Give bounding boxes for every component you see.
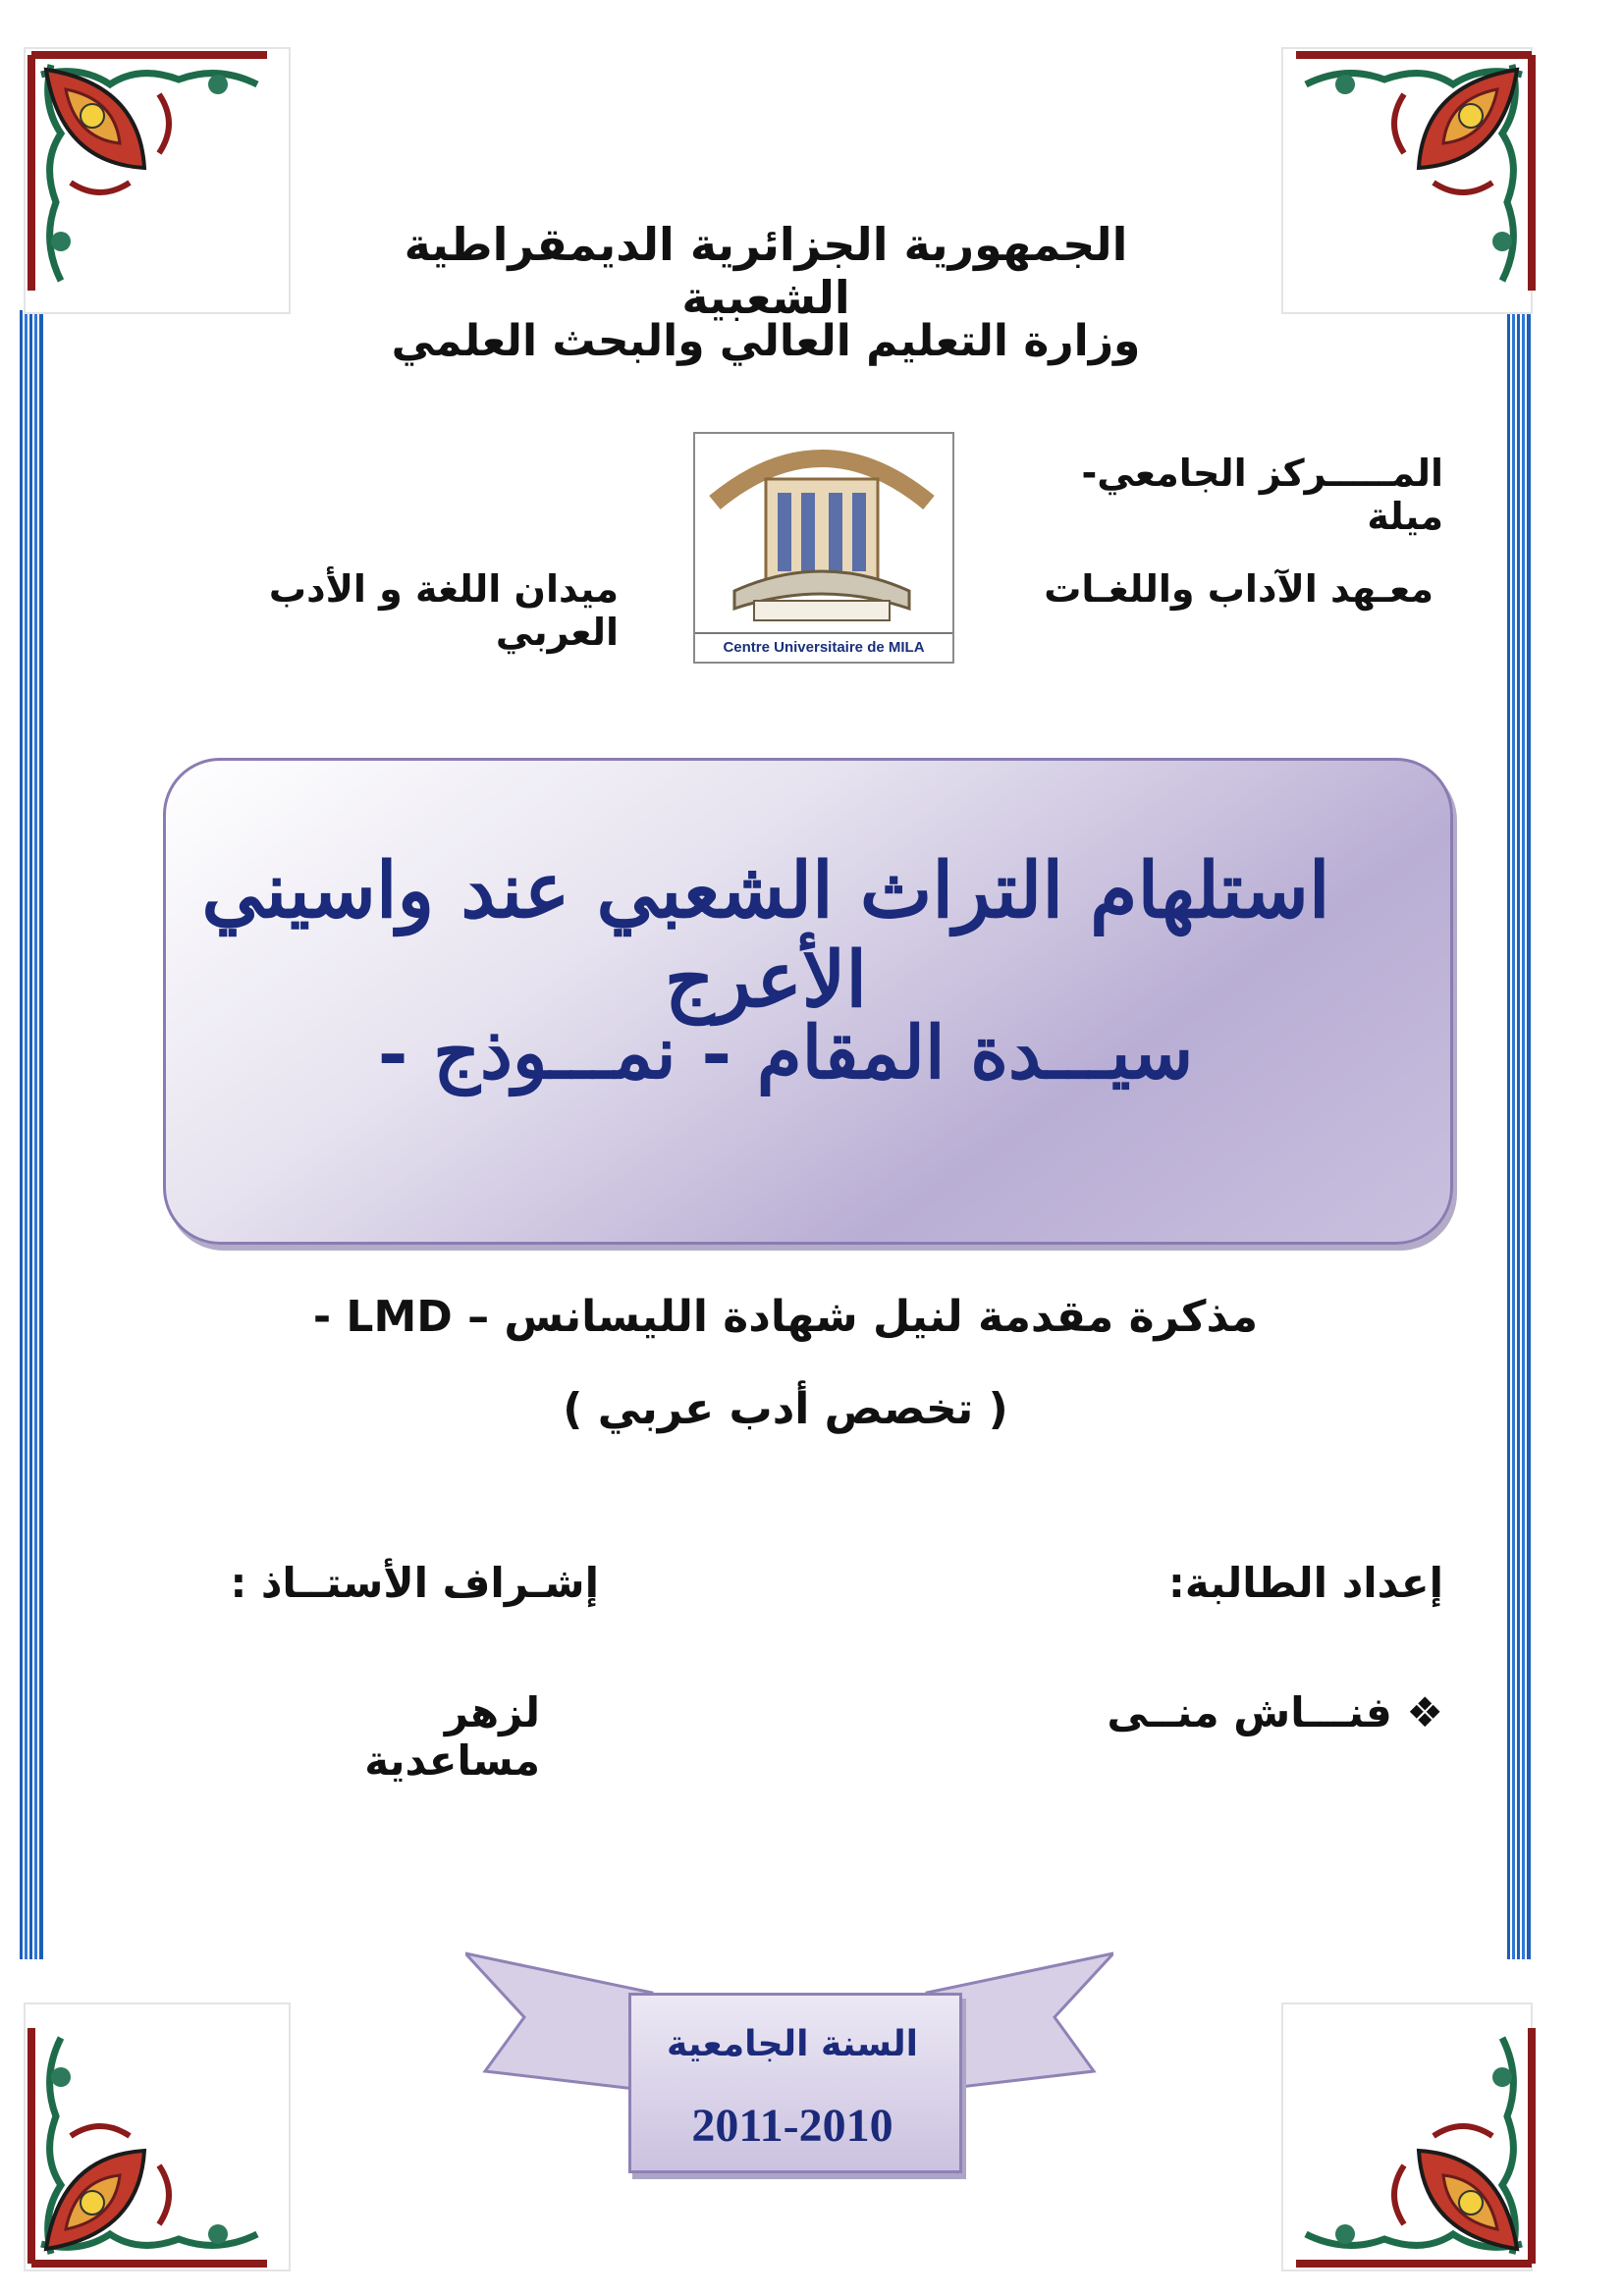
corner-ornament-bottom-right bbox=[1276, 1999, 1542, 2273]
ministry-heading: وزارة التعليم العالي والبحث العلمي bbox=[391, 316, 1141, 366]
academic-year-label: السنة الجامعية bbox=[666, 2024, 918, 2064]
supervisor-name: لزهر مساعدية bbox=[364, 1688, 540, 1785]
academic-year-value: 2011-2010 bbox=[691, 2100, 893, 2152]
thesis-title-line2: سيـــدة المقام - نمـــوذج - bbox=[377, 1011, 1194, 1095]
logo-caption: Centre Universitaire de MILA bbox=[695, 632, 952, 662]
corner-ornament-bottom-left bbox=[22, 1999, 297, 2273]
field-name: ميدان اللغة و الأدب العربي bbox=[268, 567, 619, 654]
left-border bbox=[20, 310, 43, 1959]
right-border bbox=[1507, 310, 1531, 1959]
institute-name: معـهد الآداب واللغـات bbox=[1044, 567, 1434, 611]
prepared-by-label: إعداد الطالبة: bbox=[1168, 1559, 1443, 1607]
corner-ornament-top-left bbox=[22, 45, 297, 320]
corner-ornament-top-right bbox=[1276, 45, 1542, 320]
university-center-name: المـــــركز الجامعي-ميلة bbox=[1081, 452, 1443, 538]
university-logo bbox=[693, 432, 954, 664]
degree-statement: مذكرة مقدمة لنيل شهادة الليسانس – LMD - bbox=[312, 1292, 1259, 1342]
thesis-title-line1: استلهام التراث الشعبي عند واسيني الأعرج bbox=[201, 846, 1330, 1025]
republic-heading: الجمهورية الجزائرية الديمقراطية الشعبية bbox=[404, 218, 1128, 324]
supervisor-label: إشـراف الأستــاذ : bbox=[230, 1559, 599, 1607]
student-name: ❖ فنـــاش منــى bbox=[1107, 1688, 1443, 1736]
logo-building-icon bbox=[695, 434, 948, 630]
specialization: ( تخصص أدب عربي ) bbox=[563, 1384, 1008, 1434]
